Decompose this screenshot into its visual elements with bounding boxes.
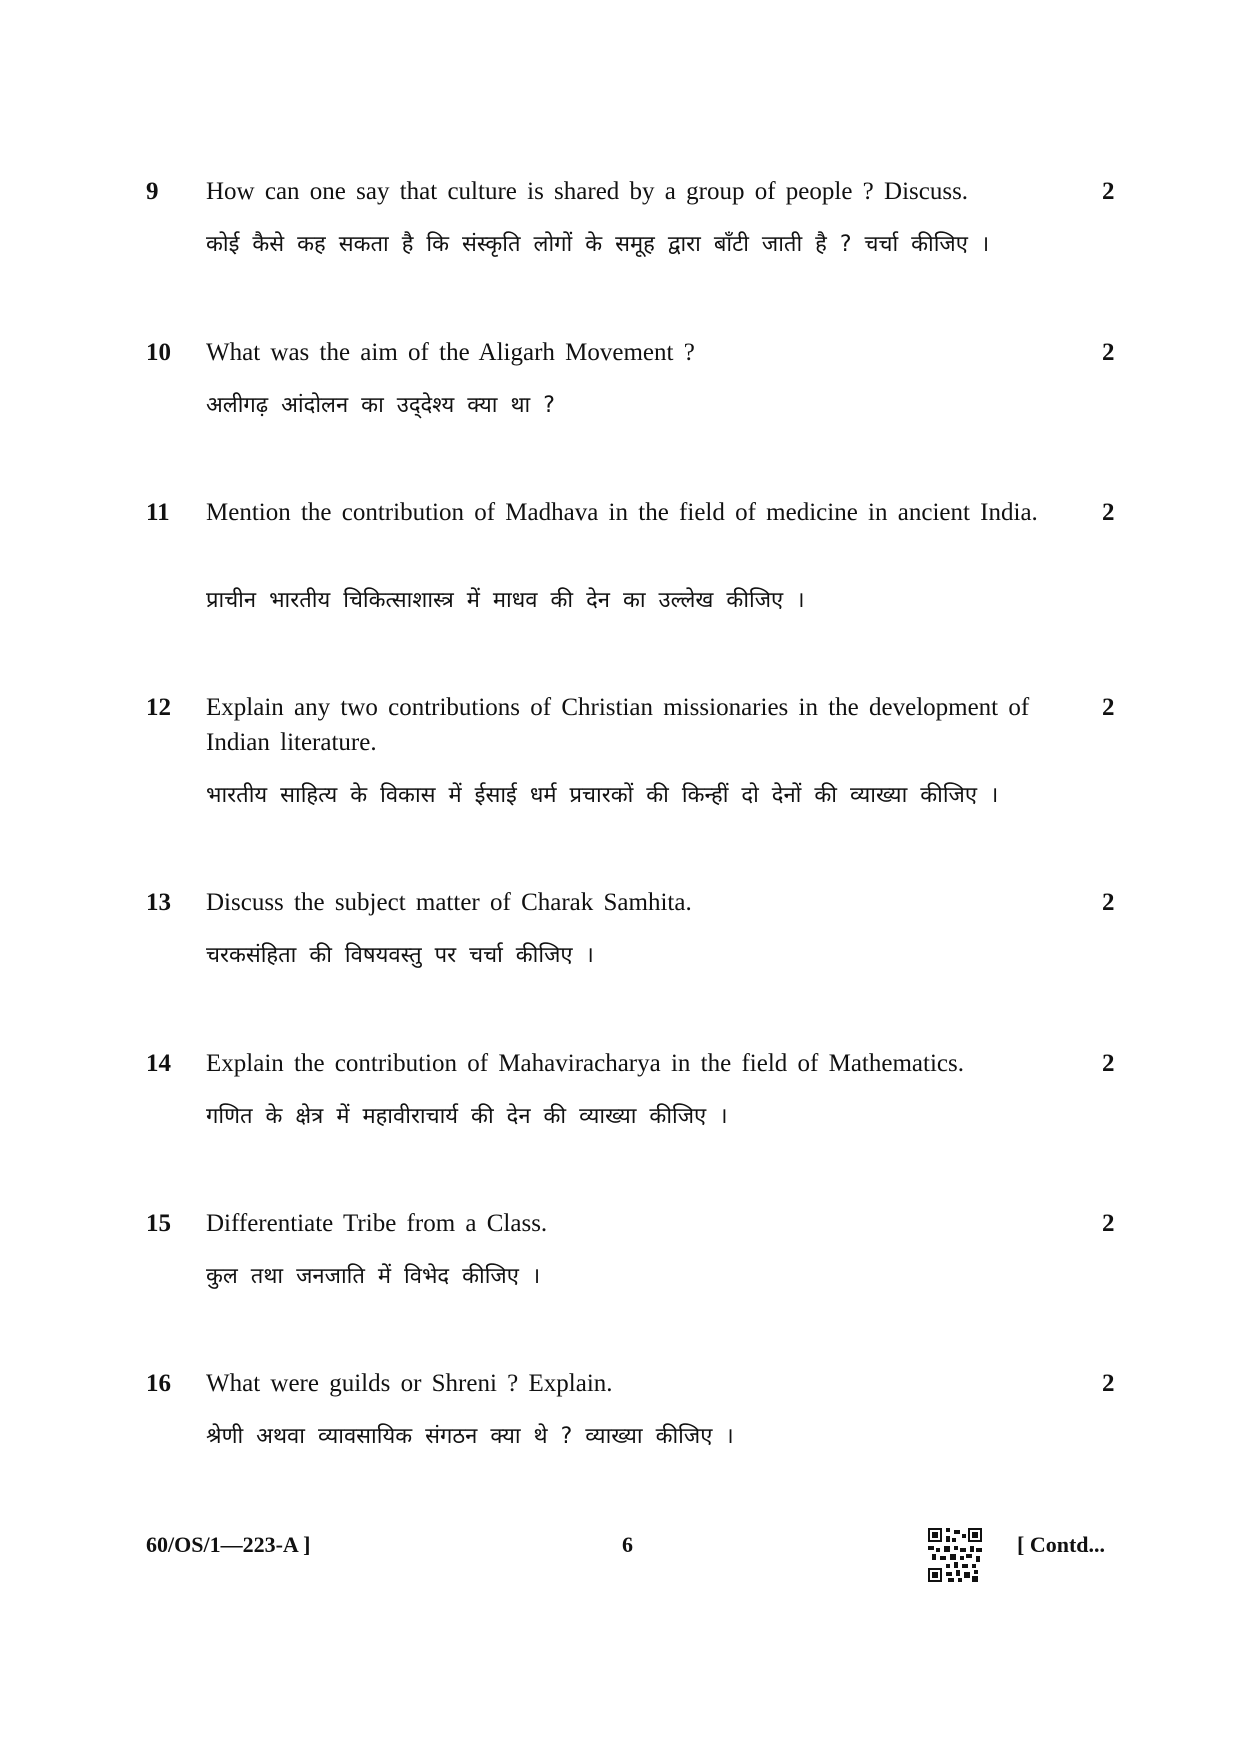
question-marks: 2: [1102, 889, 1115, 916]
question-text-hindi: प्राचीन भारतीय चिकित्साशास्त्र में माधव की देन का उल्लेख कीजिए ।: [206, 588, 805, 613]
question-number: 15: [146, 1210, 171, 1237]
question-11: [0, 495, 1240, 620]
question-number: 13: [146, 889, 171, 916]
continued-label: [ Contd...: [1017, 1532, 1106, 1557]
question-number: 11: [146, 499, 170, 526]
question-text-hindi: अलीगढ़ आंदोलन का उद्‌देश्य क्या था ?: [206, 393, 555, 418]
question-12: [0, 690, 1240, 815]
question-9: [0, 174, 1240, 264]
question-16: [0, 1366, 1240, 1456]
question-text-english: Mention the contribution of Madhava in the field of medicine in ancient India.: [206, 499, 1038, 526]
question-marks: 2: [1102, 1370, 1115, 1397]
question-marks: 2: [1102, 339, 1115, 366]
question-number: 16: [146, 1370, 171, 1397]
page-footer: [0, 1528, 1240, 1578]
question-marks: 2: [1102, 1210, 1115, 1237]
question-marks: 2: [1102, 178, 1115, 205]
question-text-english: Discuss the subject matter of Charak Samhita.: [206, 889, 692, 916]
question-text-english: Explain the contribution of Mahaviracharya in the field of Mathematics.: [206, 1050, 964, 1077]
question-text-hindi: कुल तथा जनजाति में विभेद कीजिए ।: [206, 1264, 541, 1289]
question-marks: 2: [1102, 1050, 1115, 1077]
question-text-english: Differentiate Tribe from a Class.: [206, 1210, 548, 1237]
question-text-hindi: भारतीय साहित्य के विकास में ईसाई धर्म प्रचारकों की किन्हीं दो देनों की व्याख्या कीजिए ।: [206, 783, 999, 808]
question-number: 10: [146, 339, 171, 366]
question-marks: 2: [1102, 694, 1115, 721]
question-number: 9: [146, 178, 159, 205]
page-number: 6: [622, 1532, 633, 1557]
question-text-english: What was the aim of the Aligarh Movement ?: [206, 339, 695, 366]
paper-code: 60/OS/1—223-A ]: [146, 1532, 311, 1557]
question-text-hindi: चरकसंहिता की विषयवस्तु पर चर्चा कीजिए ।: [206, 943, 594, 968]
question-marks: 2: [1102, 499, 1115, 526]
question-15: [0, 1206, 1240, 1296]
qr-code-icon: [928, 1528, 982, 1582]
question-text-hindi: गणित के क्षेत्र में महावीराचार्य की देन की व्याख्या कीजिए ।: [206, 1104, 728, 1129]
question-13: [0, 885, 1240, 975]
question-text-english: How can one say that culture is shared by a group of people ? Discuss.: [206, 178, 969, 205]
question-text-english: Explain any two contributions of Christian missionaries in the development of Indian literature.: [206, 694, 1030, 756]
question-number: 12: [146, 694, 171, 721]
question-text-hindi: कोई कैसे कह सकता है कि संस्कृति लोगों के समूह द्वारा बाँटी जाती है ? चर्चा कीजिए ।: [206, 232, 990, 257]
question-text-english: What were guilds or Shreni ? Explain.: [206, 1370, 613, 1397]
question-number: 14: [146, 1050, 171, 1077]
question-14: [0, 1046, 1240, 1136]
question-10: [0, 335, 1240, 425]
question-text-hindi: श्रेणी अथवा व्यावसायिक संगठन क्या थे ? व्याख्या कीजिए ।: [206, 1424, 734, 1449]
